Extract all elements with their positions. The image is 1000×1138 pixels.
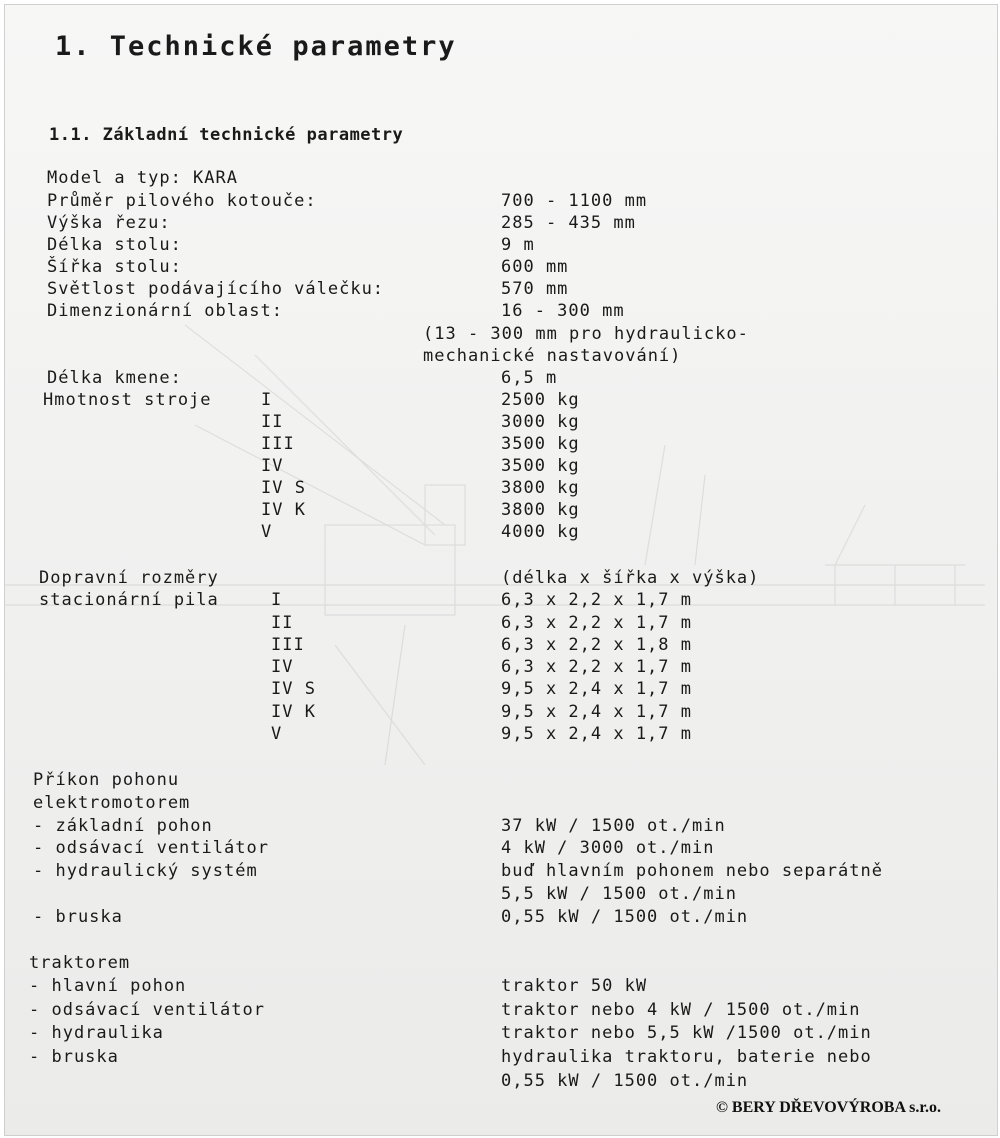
- transport-value: 9,5 x 2,4 x 1,7 m: [501, 724, 692, 744]
- transport-variant: IV S: [271, 679, 316, 699]
- basic-label-dimension-range: Dimenzionární oblast:: [47, 301, 283, 321]
- weight-value: 3800 kg: [501, 478, 580, 498]
- basic-label-cut-height: Výška řezu:: [47, 213, 171, 233]
- basic-value-cut-height: 285 - 435 mm: [501, 213, 636, 233]
- transport-value: 6,3 x 2,2 x 1,7 m: [501, 613, 692, 633]
- page-heading: 1. Technické parametry: [55, 31, 457, 62]
- copyright-watermark: © BERY DŘEVOVÝROBA s.r.o.: [715, 1099, 941, 1116]
- transport-header: (délka x šířka x výška): [501, 568, 760, 588]
- electric-item-value: buď hlavním pohonem nebo separátně: [501, 861, 883, 881]
- electric-item-value: 0,55 kW / 1500 ot./min: [501, 907, 749, 927]
- transport-value: 9,5 x 2,4 x 1,7 m: [501, 679, 692, 699]
- basic-value-table-width: 600 mm: [501, 257, 569, 277]
- electric-item-label: - bruska: [33, 907, 123, 927]
- electric-item-label: - základní pohon: [33, 816, 213, 836]
- basic-value-table-length: 9 m: [501, 235, 535, 255]
- weight-value: 2500 kg: [501, 390, 580, 410]
- basic-value-blade-diameter: 700 - 1100 mm: [501, 191, 648, 211]
- weight-variant: IV S: [261, 478, 306, 498]
- basic-label-model: Model a typ: KARA: [47, 168, 238, 188]
- transport-variant: I: [271, 590, 283, 610]
- transport-label: Dopravní rozměry: [39, 568, 219, 588]
- tractor-item-label: - odsávací ventilátor: [29, 1000, 265, 1020]
- basic-value-feed-roller: 570 mm: [501, 279, 569, 299]
- tractor-item-value: 0,55 kW / 1500 ot./min: [501, 1071, 749, 1091]
- weight-variant: V: [261, 522, 273, 542]
- weight-variant: II: [261, 412, 284, 432]
- basic-label-table-width: Šířka stolu:: [47, 257, 182, 277]
- transport-variant: IV: [271, 657, 294, 677]
- tractor-item-value: hydraulika traktoru, baterie nebo: [501, 1047, 872, 1067]
- transport-value: 9,5 x 2,4 x 1,7 m: [501, 702, 692, 722]
- weight-label: Hmotnost stroje: [43, 390, 212, 410]
- electric-item-value: 4 kW / 3000 ot./min: [501, 838, 715, 858]
- tractor-item-label: - hydraulika: [29, 1023, 164, 1043]
- electric-item-value: 5,5 kW / 1500 ot./min: [501, 884, 737, 904]
- weight-variant: IV K: [261, 500, 306, 520]
- weight-value: 3800 kg: [501, 500, 580, 520]
- basic-value-dimension-range: 16 - 300 mm: [501, 301, 625, 321]
- weight-variant: III: [261, 434, 295, 454]
- document-page: [4, 4, 998, 1136]
- tractor-item-value: traktor nebo 4 kW / 1500 ot./min: [501, 1000, 861, 1020]
- dimension-note-line-2: mechanické nastavování): [423, 346, 682, 366]
- weight-variant: I: [261, 390, 273, 410]
- electric-item-value: 37 kW / 1500 ot./min: [501, 816, 726, 836]
- tractor-item-value: traktor nebo 5,5 kW /1500 ot./min: [501, 1023, 872, 1043]
- transport-variant: II: [271, 613, 294, 633]
- transport-sublabel: stacionární pila: [39, 590, 219, 610]
- electric-item-label: - odsávací ventilátor: [33, 838, 269, 858]
- tractor-item-label: - hlavní pohon: [29, 976, 187, 996]
- transport-value: 6,3 x 2,2 x 1,7 m: [501, 657, 692, 677]
- electric-item-label: - hydraulický systém: [33, 861, 258, 881]
- weight-value: 3500 kg: [501, 434, 580, 454]
- tractor-item-label: - bruska: [29, 1047, 119, 1067]
- basic-label-feed-roller: Světlost podávajícího válečku:: [47, 279, 385, 299]
- weight-value: 4000 kg: [501, 522, 580, 542]
- trunk-length-value: 6,5 m: [501, 368, 558, 388]
- trunk-length-label: Délka kmene:: [47, 368, 182, 388]
- weight-variant: IV: [261, 456, 284, 476]
- transport-variant: V: [271, 724, 283, 744]
- weight-value: 3000 kg: [501, 412, 580, 432]
- tractor-item-value: traktor 50 kW: [501, 976, 648, 996]
- power-label: Příkon pohonu: [33, 770, 180, 790]
- basic-label-table-length: Délka stolu:: [47, 235, 182, 255]
- transport-variant: III: [271, 635, 305, 655]
- transport-value: 6,3 x 2,2 x 1,7 m: [501, 590, 692, 610]
- transport-variant: IV K: [271, 702, 316, 722]
- power-tractor-label: traktorem: [29, 953, 131, 973]
- basic-label-blade-diameter: Průměr pilového kotouče:: [47, 191, 317, 211]
- weight-value: 3500 kg: [501, 456, 580, 476]
- dimension-note-line-1: (13 - 300 mm pro hydraulicko-: [423, 324, 749, 344]
- power-electric-label: elektromotorem: [33, 793, 191, 813]
- section-title: 1.1. Základní technické parametry: [49, 125, 404, 145]
- transport-value: 6,3 x 2,2 x 1,8 m: [501, 635, 692, 655]
